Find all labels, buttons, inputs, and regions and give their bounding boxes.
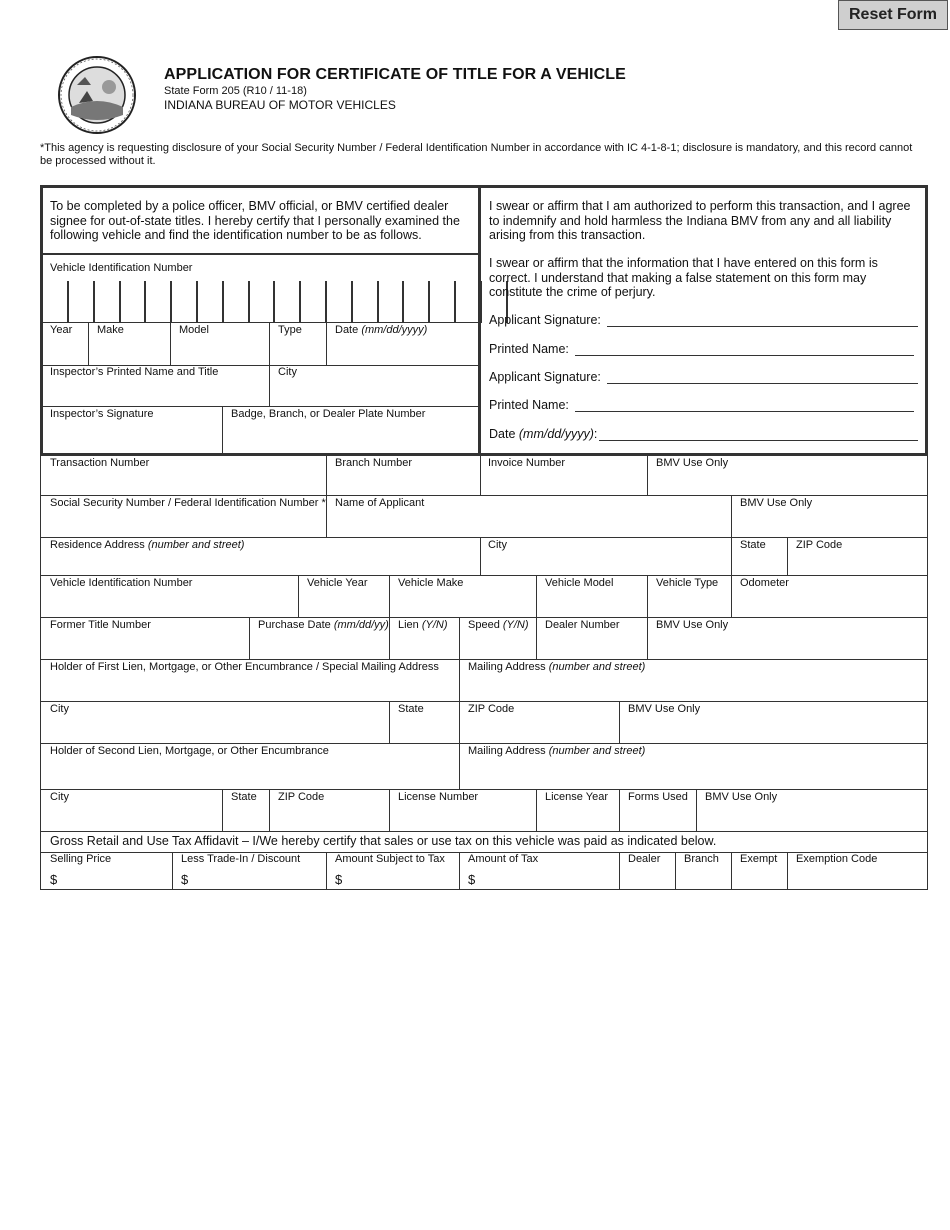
residence-zip-label: ZIP Code bbox=[796, 539, 843, 551]
form-number: State Form 205 (R10 / 11-18) bbox=[164, 85, 307, 97]
printed-name-2-field[interactable] bbox=[575, 411, 914, 412]
dealer-number-label: Dealer Number bbox=[545, 619, 620, 631]
trade-in-discount-label: Less Trade-In / Discount bbox=[181, 853, 301, 865]
vin-box-divider bbox=[222, 281, 224, 323]
indiana-state-seal bbox=[57, 55, 137, 135]
vin-box-divider bbox=[402, 281, 404, 323]
applicant-signature-2-label: Applicant Signature: bbox=[489, 370, 601, 384]
first-lien-state-label: State bbox=[398, 703, 424, 715]
forms-used-label: Forms Used bbox=[628, 791, 688, 803]
vin-box-divider bbox=[248, 281, 250, 323]
vin-box-divider bbox=[428, 281, 430, 323]
vin-box-divider bbox=[170, 281, 172, 323]
amount-of-tax-label: Amount of Tax bbox=[468, 853, 539, 865]
vin-box-divider bbox=[119, 281, 121, 323]
license-year-label: License Year bbox=[545, 791, 608, 803]
bmv-use-only-label-5: BMV Use Only bbox=[705, 791, 778, 803]
tax-branch-label: Branch bbox=[684, 853, 719, 865]
inspection-vin-label: Vehicle Identification Number bbox=[50, 262, 193, 274]
second-lien-state-label: State bbox=[231, 791, 257, 803]
applicant-signature-2-field[interactable] bbox=[607, 383, 918, 384]
vin-box-divider bbox=[144, 281, 146, 323]
vehicle-model-label: Vehicle Model bbox=[545, 577, 614, 589]
second-lien-mailing-address-label: Mailing Address (number and street) bbox=[468, 745, 646, 757]
ssn-fein-label: Social Security Number / Federal Identification Number * bbox=[50, 497, 326, 509]
invoice-number-label: Invoice Number bbox=[488, 457, 566, 469]
residence-city-label: City bbox=[488, 539, 507, 551]
odometer-label: Odometer bbox=[740, 577, 789, 589]
tax-exempt-label: Exempt bbox=[740, 853, 778, 865]
title-application-form bbox=[40, 185, 928, 890]
inspector-signature-label: Inspector’s Signature bbox=[50, 408, 154, 420]
vin-box-divider bbox=[67, 281, 69, 323]
applicant-signature-1-field[interactable] bbox=[607, 326, 918, 327]
second-lien-holder-label: Holder of Second Lien, Mortgage, or Other Encumbrance bbox=[50, 745, 329, 757]
inspection-city-label: City bbox=[278, 366, 297, 378]
vin-box-divider bbox=[377, 281, 379, 323]
authorization-affirmation: I swear or affirm that I am authorized to perform this transaction, and I agree to indemnify and hold harmless the Indiana BMV from any and all liability arising from this transaction. bbox=[489, 199, 911, 242]
inspection-make-label: Make bbox=[97, 324, 124, 336]
inspection-date-label: Date (mm/dd/yyyy) bbox=[335, 324, 428, 336]
form-title: APPLICATION FOR CERTIFICATE OF TITLE FOR A VEHICLE bbox=[164, 66, 626, 83]
printed-name-2-label: Printed Name: bbox=[489, 398, 569, 412]
printed-name-1-label: Printed Name: bbox=[489, 342, 569, 356]
tax-dealer-label: Dealer bbox=[628, 853, 661, 865]
second-lien-zip-label: ZIP Code bbox=[278, 791, 325, 803]
tax-affidavit-statement: Gross Retail and Use Tax Affidavit – I/We hereby certify that sales or use tax on this vehicle was paid as indicated below. bbox=[50, 834, 717, 848]
amount-subject-currency: $ bbox=[335, 872, 343, 887]
vin-box-divider bbox=[196, 281, 198, 323]
bmv-use-only-label-1: BMV Use Only bbox=[656, 457, 729, 469]
first-lien-zip-label: ZIP Code bbox=[468, 703, 515, 715]
ssn-disclosure-notice: *This agency is requesting disclosure of your Social Security Number / Federal Identification Number in accordance with IC 4-1-8-1; disclosure is mandatory, and this record cannot be processed without it. bbox=[40, 142, 913, 167]
inspection-year-label: Year bbox=[50, 324, 73, 336]
bmv-use-only-label-2: BMV Use Only bbox=[740, 497, 813, 509]
vin-box-divider bbox=[273, 281, 275, 323]
amount-subject-to-tax-label: Amount Subject to Tax bbox=[335, 853, 445, 865]
trade-in-currency: $ bbox=[181, 872, 189, 887]
reset-form-button[interactable]: Reset Form bbox=[838, 0, 948, 30]
vehicle-make-label: Vehicle Make bbox=[398, 577, 464, 589]
vin-box-divider bbox=[351, 281, 353, 323]
vin-box-divider bbox=[325, 281, 327, 323]
applicant-date-field[interactable] bbox=[599, 440, 918, 441]
former-title-number-label: Former Title Number bbox=[50, 619, 151, 631]
residence-address-label: Residence Address (number and street) bbox=[50, 539, 245, 551]
lien-label: Lien (Y/N) bbox=[398, 619, 448, 631]
residence-state-label: State bbox=[740, 539, 766, 551]
inspection-instructions: To be completed by a police officer, BMV official, or BMV certified dealer signee for out-of-state titles. I hereby certify that I personally examined the following vehicle and find the identification number to be as follows. bbox=[50, 199, 460, 242]
license-number-label: License Number bbox=[398, 791, 479, 803]
exemption-code-label: Exemption Code bbox=[796, 853, 878, 865]
speed-label: Speed (Y/N) bbox=[468, 619, 529, 631]
inspection-type-label: Type bbox=[278, 324, 302, 336]
transaction-number-label: Transaction Number bbox=[50, 457, 150, 469]
first-lien-holder-label: Holder of First Lien, Mortgage, or Other Encumbrance / Special Mailing Address bbox=[50, 661, 439, 673]
vin-box-divider bbox=[454, 281, 456, 323]
purchase-date-label: Purchase Date (mm/dd/yy) bbox=[258, 619, 389, 631]
name-of-applicant-label: Name of Applicant bbox=[335, 497, 425, 509]
applicant-signature-1-label: Applicant Signature: bbox=[489, 313, 601, 327]
first-lien-mailing-address-label: Mailing Address (number and street) bbox=[468, 661, 646, 673]
selling-price-label: Selling Price bbox=[50, 853, 112, 865]
first-lien-city-label: City bbox=[50, 703, 69, 715]
inspection-model-label: Model bbox=[179, 324, 209, 336]
vehicle-type-label: Vehicle Type bbox=[656, 577, 719, 589]
selling-price-currency: $ bbox=[50, 872, 58, 887]
second-lien-city-label: City bbox=[50, 791, 69, 803]
vin-box-divider bbox=[480, 281, 482, 323]
agency-name: INDIANA BUREAU OF MOTOR VEHICLES bbox=[164, 98, 396, 112]
badge-branch-dealer-plate-label: Badge, Branch, or Dealer Plate Number bbox=[231, 408, 426, 420]
amount-of-tax-currency: $ bbox=[468, 872, 476, 887]
printed-name-1-field[interactable] bbox=[575, 355, 914, 356]
vin-box-divider bbox=[93, 281, 95, 323]
bmv-use-only-label-3: BMV Use Only bbox=[656, 619, 729, 631]
vehicle-year-label: Vehicle Year bbox=[307, 577, 368, 589]
branch-number-label: Branch Number bbox=[335, 457, 413, 469]
applicant-date-label: Date (mm/dd/yyyy): bbox=[489, 427, 598, 441]
vin-label: Vehicle Identification Number bbox=[50, 577, 193, 589]
inspector-printed-name-label: Inspector’s Printed Name and Title bbox=[50, 366, 219, 378]
bmv-use-only-label-4: BMV Use Only bbox=[628, 703, 701, 715]
perjury-affirmation: I swear or affirm that the information that I have entered on this form is correct. I understand that making a false statement on this form may constitute the crime of perjury. bbox=[489, 256, 878, 299]
vin-box-divider bbox=[299, 281, 301, 323]
